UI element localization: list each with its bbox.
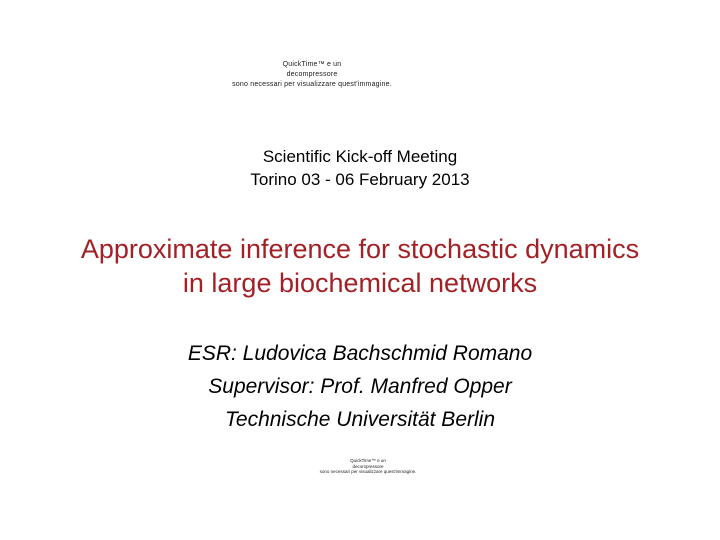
credits-supervisor: Supervisor: Prof. Manfred Opper: [208, 375, 512, 398]
credits-institution: Technische Universität Berlin: [224, 408, 496, 431]
meeting-name: Scientific Kick-off Meeting: [262, 147, 458, 166]
quicktime-placeholder-bottom-line-1: QuickTime™ e un: [350, 458, 386, 463]
slide-title-line-2: in large biochemical networks: [182, 268, 538, 298]
quicktime-placeholder-bottom-line-2: decompressore: [352, 463, 384, 469]
credits-esr: ESR: Ludovica Bachschmid Romano: [187, 342, 533, 365]
quicktime-placeholder-bottom-line-3: sono necessari per visualizzare quest'immagine.: [319, 469, 417, 474]
quicktime-placeholder-top: [0, 60, 624, 90]
slide-title-line-1: Approximate inference for stochastic dynamics: [80, 234, 640, 264]
quicktime-placeholder-top-line-1: QuickTime™ e un: [282, 61, 342, 68]
slide-title: [0, 232, 720, 300]
quicktime-placeholder-top-line-2: decompressore: [286, 71, 338, 78]
credits-block: [0, 342, 720, 441]
meeting-date-location: Torino 03 - 06 February 2013: [250, 170, 470, 189]
meeting-header: [0, 145, 720, 191]
quicktime-placeholder-bottom: [16, 458, 720, 475]
quicktime-placeholder-top-line-3: sono necessari per visualizzare quest'immagine.: [232, 81, 392, 88]
